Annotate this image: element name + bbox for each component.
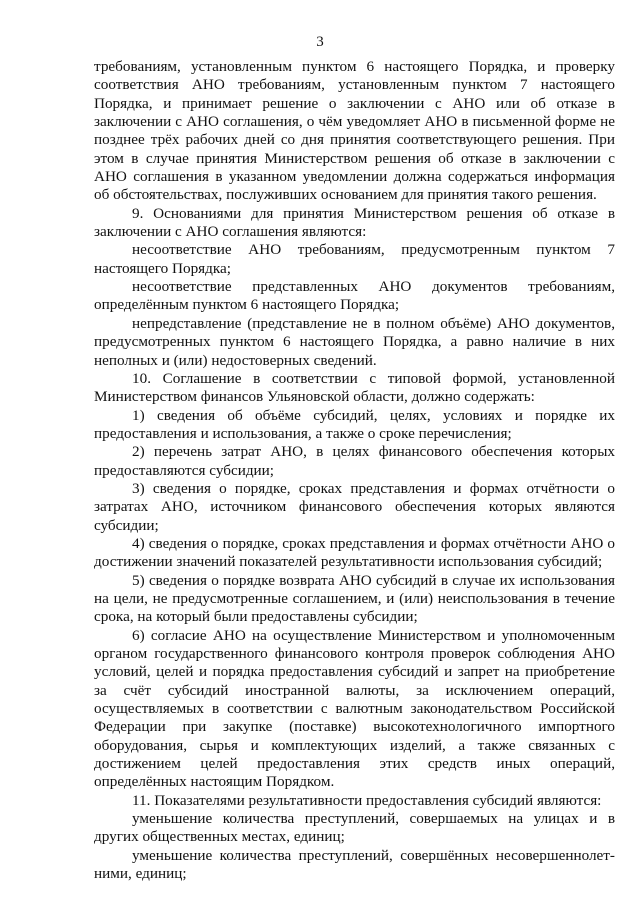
page-number: 3 xyxy=(316,34,324,50)
paragraph-item-9: 9. Основаниями для принятия Министерством решения об отказе в заключении с АНО соглашения являются: xyxy=(94,204,615,241)
paragraph-ground-2: несоответствие представленных АНО документов требованиям, определённым пунктом 6 настоящего Порядка; xyxy=(94,278,615,314)
paragraph-continuation: требованиям, установленным пунктом 6 настоящего Порядка, и проверку соответствия АНО требованиям, установленным пунктом 7 настоящего Порядка, и принимает решение о заключении с АНО или об отказе в заключении с АНО соглашения, о чём уведомляет АНО в письменной форме не позднее трёх рабочих дней со дня принятия соответствующего решения. При этом в случае принятия Министерством решения об отказе в заключении с АНО соглашения в указанном уведомлении должна содержаться информация об обстоятельствах, послуживших основанием для принятия такого решения. xyxy=(94,58,615,204)
paragraph-indicator-2: уменьшение количества преступлений, совершённых несовершеннолет-ними, единиц; xyxy=(94,846,615,883)
paragraph-subitem-6: 6) согласие АНО на осуществление Министерством и уполномоченным органом государственного финансового контроля проверок соблюдения АНО условий, целей и порядка предоставления субсидий и запрет на приобретение за счёт субсидий иностранной валюты, за исключением операций, осуществляемых в соответствии с валютным законодательством Российской Федерации при закупке (поставке) высокотехнологичного импортного оборудования, сырья и комплектующих изделий, а также связанных с достижением целей предоставления этих средств иных операций, определённых настоящим Порядком. xyxy=(94,626,615,791)
paragraph-subitem-3: 3) сведения о порядке, сроках представления и формах отчётности о затратах АНО, источником финансового обеспечения которых являются субсидии; xyxy=(94,479,615,534)
paragraph-ground-3: непредставление (представление не в полном объёме) АНО документов, предусмотренных пунктом 6 настоящего Порядка, а равно наличие в них неполных и (или) недостоверных сведений. xyxy=(94,314,615,369)
paragraph-indicator-1: уменьшение количества преступлений, совершаемых на улицах и в других общественных местах, единиц; xyxy=(94,810,615,846)
paragraph-subitem-4: 4) сведения о порядке, сроках представления и формах отчётности АНО о достижении значений показателей результативности использования субсидий; xyxy=(94,534,615,571)
paragraph-subitem-2: 2) перечень затрат АНО, в целях финансового обеспечения которых предоставляются субсидии; xyxy=(94,443,615,479)
paragraph-subitem-5: 5) сведения о порядке возврата АНО субсидий в случае их использования на цели, не предусмотренные соглашением, и (или) неиспользования в течение срока, на который были предоставлены субсидии; xyxy=(94,571,615,626)
paragraph-ground-1: несоответствие АНО требованиям, предусмотренным пунктом 7 настоящего Порядка; xyxy=(94,241,615,277)
paragraph-item-11: 11. Показателями результативности предоставления субсидий являются: xyxy=(132,791,602,809)
document-body xyxy=(94,58,615,883)
paragraph-subitem-1: 1) сведения об объёме субсидий, целях, условиях и порядке их предоставления и использования, а также о сроке перечисления; xyxy=(94,406,615,442)
paragraph-item-10: 10. Соглашение в соответствии с типовой формой, установленной Министерством финансов Ульяновской области, должно содержать: xyxy=(94,369,615,406)
